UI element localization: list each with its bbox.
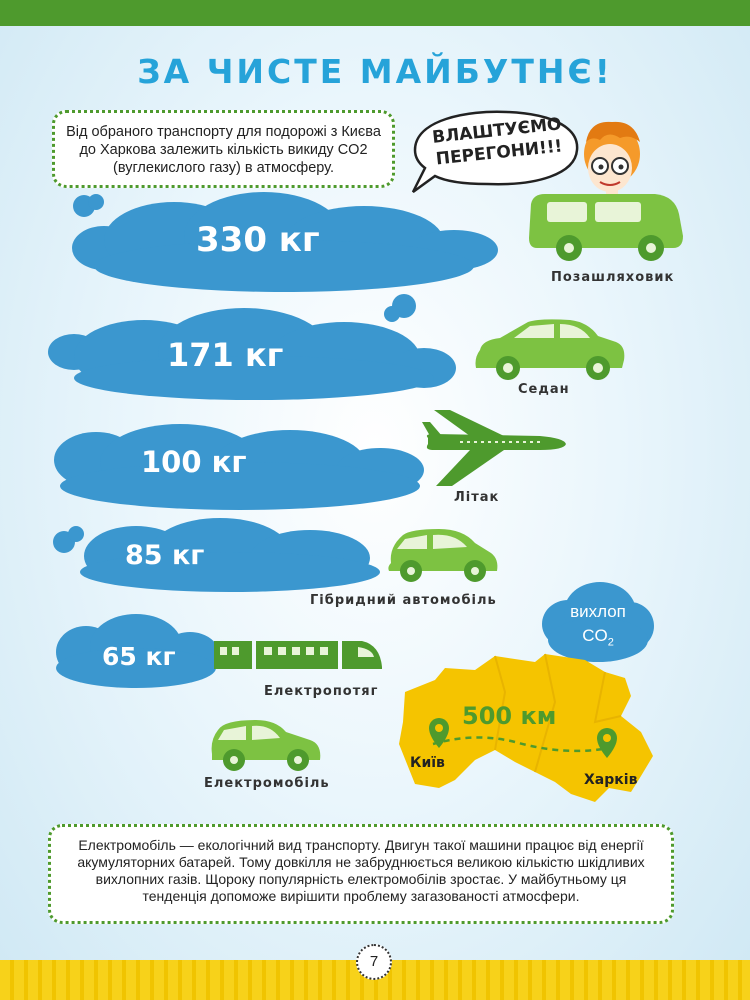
amount-171: 171 кг — [167, 336, 284, 374]
hybrid-car-icon — [383, 527, 501, 585]
plane-icon — [420, 408, 570, 488]
electric-car-icon — [206, 716, 326, 774]
cloud-85 — [50, 510, 380, 596]
map-distance: 500 км — [462, 702, 557, 730]
exhaust-sub: 2 — [607, 636, 614, 649]
label-plane: Літак — [454, 490, 500, 505]
label-electric-car: Електромобіль — [204, 776, 330, 791]
map-label-kyiv: Київ — [410, 755, 445, 771]
amount-65: 65 кг — [102, 642, 176, 671]
page-title: ЗА ЧИСТЕ МАЙБУТНЄ! — [137, 52, 613, 91]
exhaust-text — [548, 600, 648, 654]
label-hybrid: Гібридний автомобіль — [310, 593, 497, 608]
sedan-icon — [470, 316, 630, 382]
top-band — [0, 0, 750, 26]
page-number: 7 — [356, 944, 392, 980]
intro-box — [52, 110, 395, 188]
intro-text: Від обраного транспорту для подорожі з Києва до Харкова залежить кількість викиду CO2 (вуглекислого газу) в атмосферу. — [66, 124, 381, 176]
exhaust-line1: вихлоп — [570, 602, 626, 621]
suv-icon — [525, 190, 687, 262]
exhaust-line2 — [548, 624, 648, 654]
speech-text: ВЛАШТУЄМО ПЕРЕГОНИ!!! — [431, 114, 564, 170]
footer-text: Електромобіль — екологічний вид транспорту. Двигун такої машини працює від енергії акумуляторних батарей. Тому довкілля не забруднюється великою кількістю шкідливих вихлопних газів. Щороку популярність електромобілів зростає. У майбутньому ця тенденція допоможе вирішити проблему загазованості атмосфери. — [77, 837, 645, 904]
label-sedan: Седан — [518, 382, 570, 397]
map-label-kharkiv: Харків — [584, 772, 638, 788]
label-train: Електропотяг — [264, 684, 379, 699]
amount-330: 330 кг — [196, 220, 320, 260]
footer-box — [48, 824, 674, 924]
train-icon — [212, 637, 384, 675]
amount-100: 100 кг — [141, 445, 247, 479]
label-suv: Позашляховик — [551, 270, 675, 285]
exhaust-co: CO — [582, 626, 608, 645]
amount-85: 85 кг — [125, 540, 205, 571]
